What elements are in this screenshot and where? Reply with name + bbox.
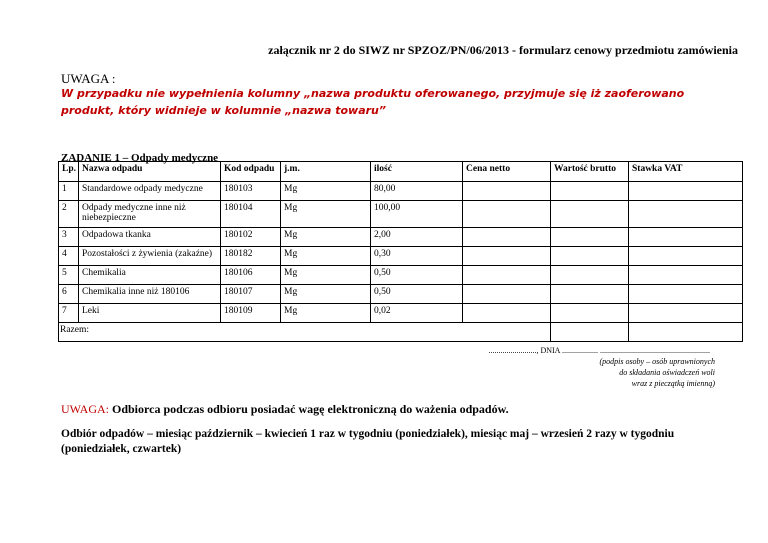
- cell-net-price[interactable]: [463, 285, 551, 304]
- document-title: [0, 43, 768, 58]
- cell-gross-value[interactable]: [551, 247, 629, 266]
- header-code: Kod odpadu: [221, 162, 281, 182]
- table-row: [59, 285, 743, 304]
- cell-vat-rate[interactable]: [629, 285, 743, 304]
- cell-name: Standardowe odpady medyczne: [79, 182, 221, 201]
- cell-qty: 80,00: [371, 182, 463, 201]
- table-row: [59, 266, 743, 285]
- cell-name: Pozostałości z żywienia (zakaźne): [79, 247, 221, 266]
- cell-code: 180102: [221, 228, 281, 247]
- cell-qty: 100,00: [371, 201, 463, 228]
- table-row: [59, 201, 743, 228]
- total-gross-value[interactable]: [551, 323, 629, 342]
- table-row: [59, 182, 743, 201]
- signature-note-line: do składania oświadczeń woli: [619, 368, 715, 377]
- cell-name: Chemikalia: [79, 266, 221, 285]
- cell-lp: 7: [59, 304, 79, 323]
- pickup-schedule-note: Odbiór odpadów – miesiąc październik – kwiecień 1 raz w tygodniu (poniedziałek), miesiąc maj – wrzesień 2 razy w tygodniu (poniedziałek, czwartek): [61, 428, 675, 455]
- scale-note-text: Odbiorca podczas odbioru posiadać wagę elektroniczną do ważenia odpadów.: [109, 402, 509, 416]
- header-name: Nazwa odpadu: [79, 162, 221, 182]
- table-header-row: [59, 162, 743, 182]
- cell-net-price[interactable]: [463, 201, 551, 228]
- cell-name: Odpadowa tkanka: [79, 228, 221, 247]
- cell-unit: Mg: [281, 285, 371, 304]
- cell-code: 180109: [221, 304, 281, 323]
- cell-lp: 1: [59, 182, 79, 201]
- cell-qty: 0,30: [371, 247, 463, 266]
- cell-gross-value[interactable]: [551, 201, 629, 228]
- header-gross-value: Wartość brutto: [551, 162, 629, 182]
- scale-requirement-note: [61, 402, 509, 417]
- signature-note-line: (podpis osoby – osób uprawnionych: [599, 357, 715, 366]
- cell-gross-value[interactable]: [551, 228, 629, 247]
- cell-qty: 2,00: [371, 228, 463, 247]
- cell-vat-rate[interactable]: [629, 266, 743, 285]
- total-vat[interactable]: [629, 323, 743, 342]
- cell-vat-rate[interactable]: [629, 228, 743, 247]
- header-lp: Lp.: [59, 162, 79, 182]
- total-label: Razem:: [59, 323, 551, 342]
- cell-name: Chemikalia inne niż 180106: [79, 285, 221, 304]
- cell-gross-value[interactable]: [551, 266, 629, 285]
- cell-vat-rate[interactable]: [629, 201, 743, 228]
- total-row: [59, 323, 743, 342]
- cell-lp: 5: [59, 266, 79, 285]
- signature-note: [0, 356, 715, 389]
- header-net-price: Cena netto: [463, 162, 551, 182]
- signature-note-line: wraz z pieczątką imienną): [631, 379, 715, 388]
- table-row: [59, 304, 743, 323]
- pricing-table: [58, 161, 743, 342]
- cell-unit: Mg: [281, 304, 371, 323]
- header-qty: ilość: [371, 162, 463, 182]
- cell-code: 180107: [221, 285, 281, 304]
- cell-unit: Mg: [281, 228, 371, 247]
- cell-lp: 3: [59, 228, 79, 247]
- cell-gross-value[interactable]: [551, 285, 629, 304]
- cell-unit: Mg: [281, 266, 371, 285]
- cell-net-price[interactable]: [463, 266, 551, 285]
- cell-name: Leki: [79, 304, 221, 323]
- task-title: ZADANIE 1 – Odpady medyczne: [61, 152, 219, 164]
- cell-qty: 0,02: [371, 304, 463, 323]
- cell-net-price[interactable]: [463, 182, 551, 201]
- cell-net-price[interactable]: [463, 304, 551, 323]
- cell-lp: 2: [59, 201, 79, 228]
- cell-vat-rate[interactable]: [629, 247, 743, 266]
- cell-name: Odpady medyczne inne niż niebezpieczne: [79, 201, 221, 228]
- cell-unit: Mg: [281, 201, 371, 228]
- cell-lp: 6: [59, 285, 79, 304]
- cell-vat-rate[interactable]: [629, 304, 743, 323]
- cell-code: 180106: [221, 266, 281, 285]
- cell-gross-value[interactable]: [551, 304, 629, 323]
- cell-code: 180103: [221, 182, 281, 201]
- header-unit: j.m.: [281, 162, 371, 182]
- cell-vat-rate[interactable]: [629, 182, 743, 201]
- warning-text: W przypadku nie wypełnienia kolumny „nazwa produktu oferowanego, przyjmuje się iż zaoferowano produkt, który widnieje w kolumnie „nazwa towaru”: [61, 87, 685, 117]
- signature-date-line: ........................, DNIA .................. .......................................................: [488, 346, 710, 355]
- cell-code: 180182: [221, 247, 281, 266]
- cell-qty: 0,50: [371, 285, 463, 304]
- document-title-text: załącznik nr 2 do SIWZ nr SPZOZ/PN/06/2013 - formularz cenowy przedmiotu zamówienia: [268, 43, 738, 57]
- cell-lp: 4: [59, 247, 79, 266]
- warning-label: UWAGA :: [61, 71, 116, 86]
- cell-unit: Mg: [281, 247, 371, 266]
- table-row: [59, 228, 743, 247]
- header-vat-rate: Stawka VAT: [629, 162, 743, 182]
- cell-gross-value[interactable]: [551, 182, 629, 201]
- cell-net-price[interactable]: [463, 228, 551, 247]
- cell-unit: Mg: [281, 182, 371, 201]
- table-row: [59, 247, 743, 266]
- scale-note-label: UWAGA:: [61, 402, 109, 416]
- cell-net-price[interactable]: [463, 247, 551, 266]
- cell-code: 180104: [221, 201, 281, 228]
- cell-qty: 0,50: [371, 266, 463, 285]
